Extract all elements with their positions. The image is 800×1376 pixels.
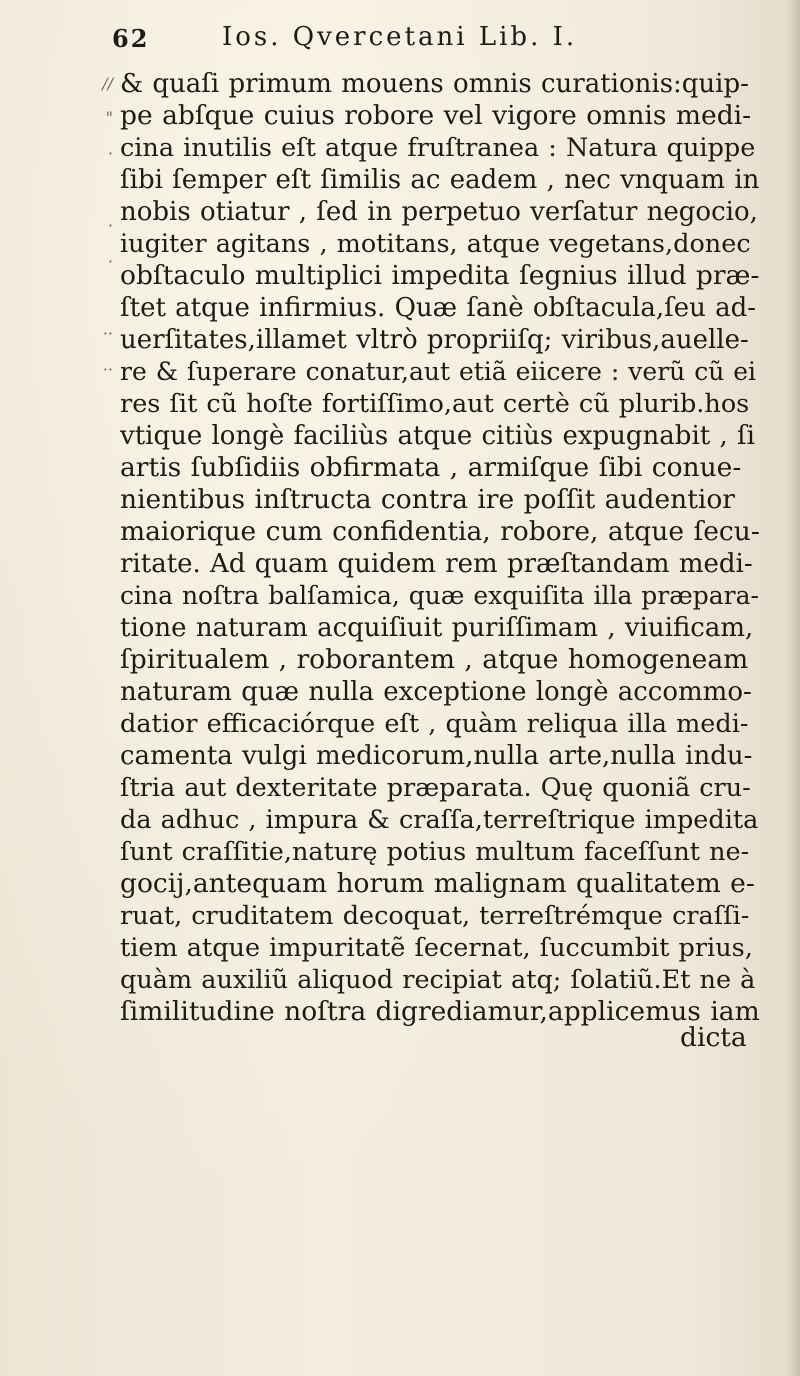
text-line: ritate. Ad quam quidem rem præſtandam medi- (120, 549, 753, 579)
running-title: Ios. Qvercetani Lib. I. (222, 22, 578, 52)
margin-mark: ·· (102, 324, 113, 343)
text-line: res ſit cũ hoſte fortiſſimo,aut certè cũ plurib.hos (120, 389, 750, 419)
text-line: uerſitates,illamet vltrò propriiſq; viribus,auelle- (120, 325, 749, 355)
margin-mark: " (105, 108, 113, 127)
margin-mark: · (107, 144, 113, 163)
text-line: ruat, cruditatem decoquat, terreſtrémque craſſi- (120, 901, 750, 931)
text-line: iugiter agitans , motitans, atque vegetans,donec (120, 229, 751, 259)
text-line: ſibi ſemper eſt ſimilis ac eadem , nec vnquam in (120, 165, 760, 195)
text-line: artis ſubſidiis obfirmata , armiſque ſibi conue- (120, 452, 742, 483)
margin-mark: ·· (102, 360, 113, 379)
text-line: ſunt craſſitie,naturę potius multum faceſſunt ne- (120, 837, 750, 867)
text-line: nobis otiatur , ſed in perpetuo verſatur negocio, (120, 197, 758, 227)
text-line: vtique longè faciliùs atque citiùs expugnabit , ſi (120, 421, 755, 451)
text-line: ſtet atque infirmius. Quæ ſanè obſtacula,ſeu ad- (120, 293, 757, 323)
text-line: nientibus inſtructa contra ire poſſit audentior (120, 484, 735, 515)
text-line: maiorique cum confidentia, robore, atque ſecu- (120, 516, 760, 547)
page-header (112, 20, 712, 64)
text-line: gocij,antequam horum malignam qualitatem e- (120, 868, 755, 899)
margin-mark: · (107, 216, 113, 235)
text-line: tiem atque impuritatẽ ſecernat, ſuccumbit prius, (120, 933, 753, 963)
page-edge-shadow (786, 0, 800, 1376)
text-line: ſimilitudine noſtra digrediamur,applicemus iam (120, 996, 760, 1027)
text-line: re & ſuperare conatur,aut etiã eiicere : verũ cũ ei (120, 357, 757, 386)
text-line: ſpiritualem , roborantem , atque homogeneam (120, 644, 749, 675)
text-line: obſtaculo multiplici impedita ſegnius illud præ- (120, 260, 760, 291)
text-line: & quaſi primum mouens omnis curationis:quip- (120, 69, 749, 99)
catchword: dicta (680, 1022, 747, 1053)
margin-mark: // (102, 74, 113, 93)
text-line: cina noſtra balſamica, quæ exquiſita illa præpara- (120, 581, 759, 610)
margin-mark: · (107, 252, 113, 271)
text-line: naturam quæ nulla exceptione longè accommo- (120, 677, 752, 707)
text-line: da adhuc , impura & craſſa,terreſtrique impedita (120, 805, 759, 835)
text-line: datior efficaciórque eſt , quàm reliqua illa medi- (120, 709, 749, 739)
text-line: cina inutilis eſt atque fruſtranea : Natura quippe (120, 133, 756, 163)
text-line: pe abſque cuius robore vel vigore omnis medi- (120, 100, 752, 131)
text-line: tione naturam acquiſiuit puriſſimam , viuificam, (120, 613, 754, 643)
text-line: ſtria aut dexteritate præparata. Quę quoniã cru- (120, 773, 751, 803)
page-number: 62 (112, 24, 150, 53)
text-line: quàm auxiliũ aliquod recipiat atq; ſolatiũ.Et ne à (120, 965, 756, 995)
text-line: camenta vulgi medicorum,nulla arte,nulla indu- (120, 741, 753, 771)
